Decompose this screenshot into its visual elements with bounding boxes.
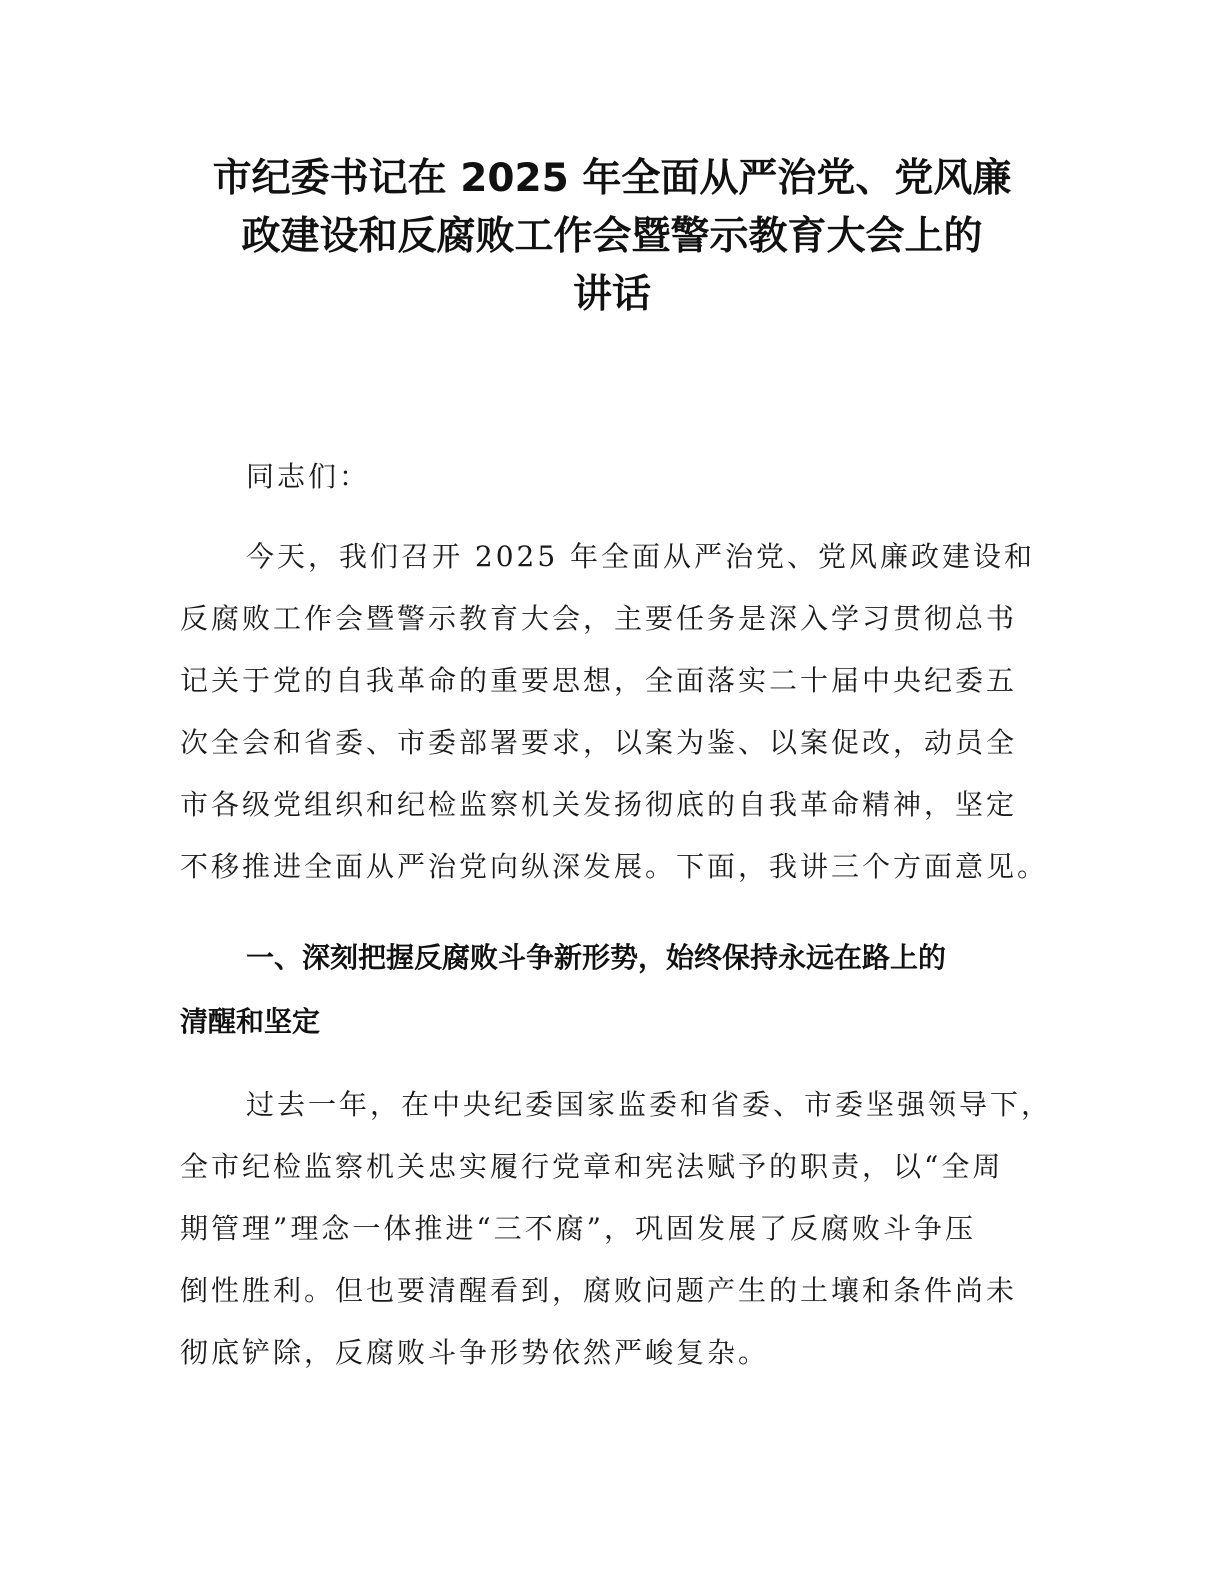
paragraph-line: 次全会和省委、市委部署要求，以案为鉴、以案促改，动员全 <box>180 726 1018 759</box>
salutation <box>180 446 1060 508</box>
heading-line: 一、深刻把握反腐败斗争新形势，始终保持永远在路上的 <box>246 941 947 974</box>
paragraph-line: 今天，我们召开 2025 年全面从严治党、党风廉政建设和 <box>246 540 1036 573</box>
title-line: 讲话 <box>572 272 651 317</box>
paragraph-line: 市各级党组织和纪检监察机关发扬彻底的自我革命精神，坚定 <box>180 788 1018 821</box>
heading-line: 清醒和坚定 <box>180 1005 321 1038</box>
document-title <box>150 150 1074 324</box>
paragraph-line: 反腐败工作会暨警示教育大会，主要任务是深入学习贯彻总书 <box>180 602 1018 635</box>
title-line: 政建设和反腐败工作会暨警示教育大会上的 <box>241 214 983 259</box>
paragraph-line: 倒性胜利。但也要清醒看到，腐败问题产生的土壤和条件尚未 <box>180 1274 1018 1307</box>
paragraph-line: 彻底铲除，反腐败斗争形势依然严峻复杂。 <box>180 1336 770 1369</box>
intro-paragraph <box>180 526 1060 898</box>
paragraph-line: 不移推进全面从严治党向纵深发展。下面，我讲三个方面意见。 <box>180 850 1049 883</box>
title-line: 市纪委书记在 2025 年全面从严治党、党风廉 <box>212 156 1012 201</box>
salutation-text: 同志们： <box>246 460 371 493</box>
section1-paragraph <box>180 1074 1060 1384</box>
paragraph-line: 过去一年，在中央纪委国家监委和省委、市委坚强领导下， <box>246 1088 1053 1121</box>
paragraph-line: 全市纪检监察机关忠实履行党章和宪法赋予的职责，以“全周 <box>180 1150 1004 1183</box>
paragraph-line: 记关于党的自我革命的重要思想，全面落实二十届中央纪委五 <box>180 664 1018 697</box>
section-heading-1 <box>180 926 1060 1054</box>
paragraph-line: 期管理”理念一体推进“三不腐”，巩固发展了反腐败斗争压 <box>180 1212 976 1245</box>
